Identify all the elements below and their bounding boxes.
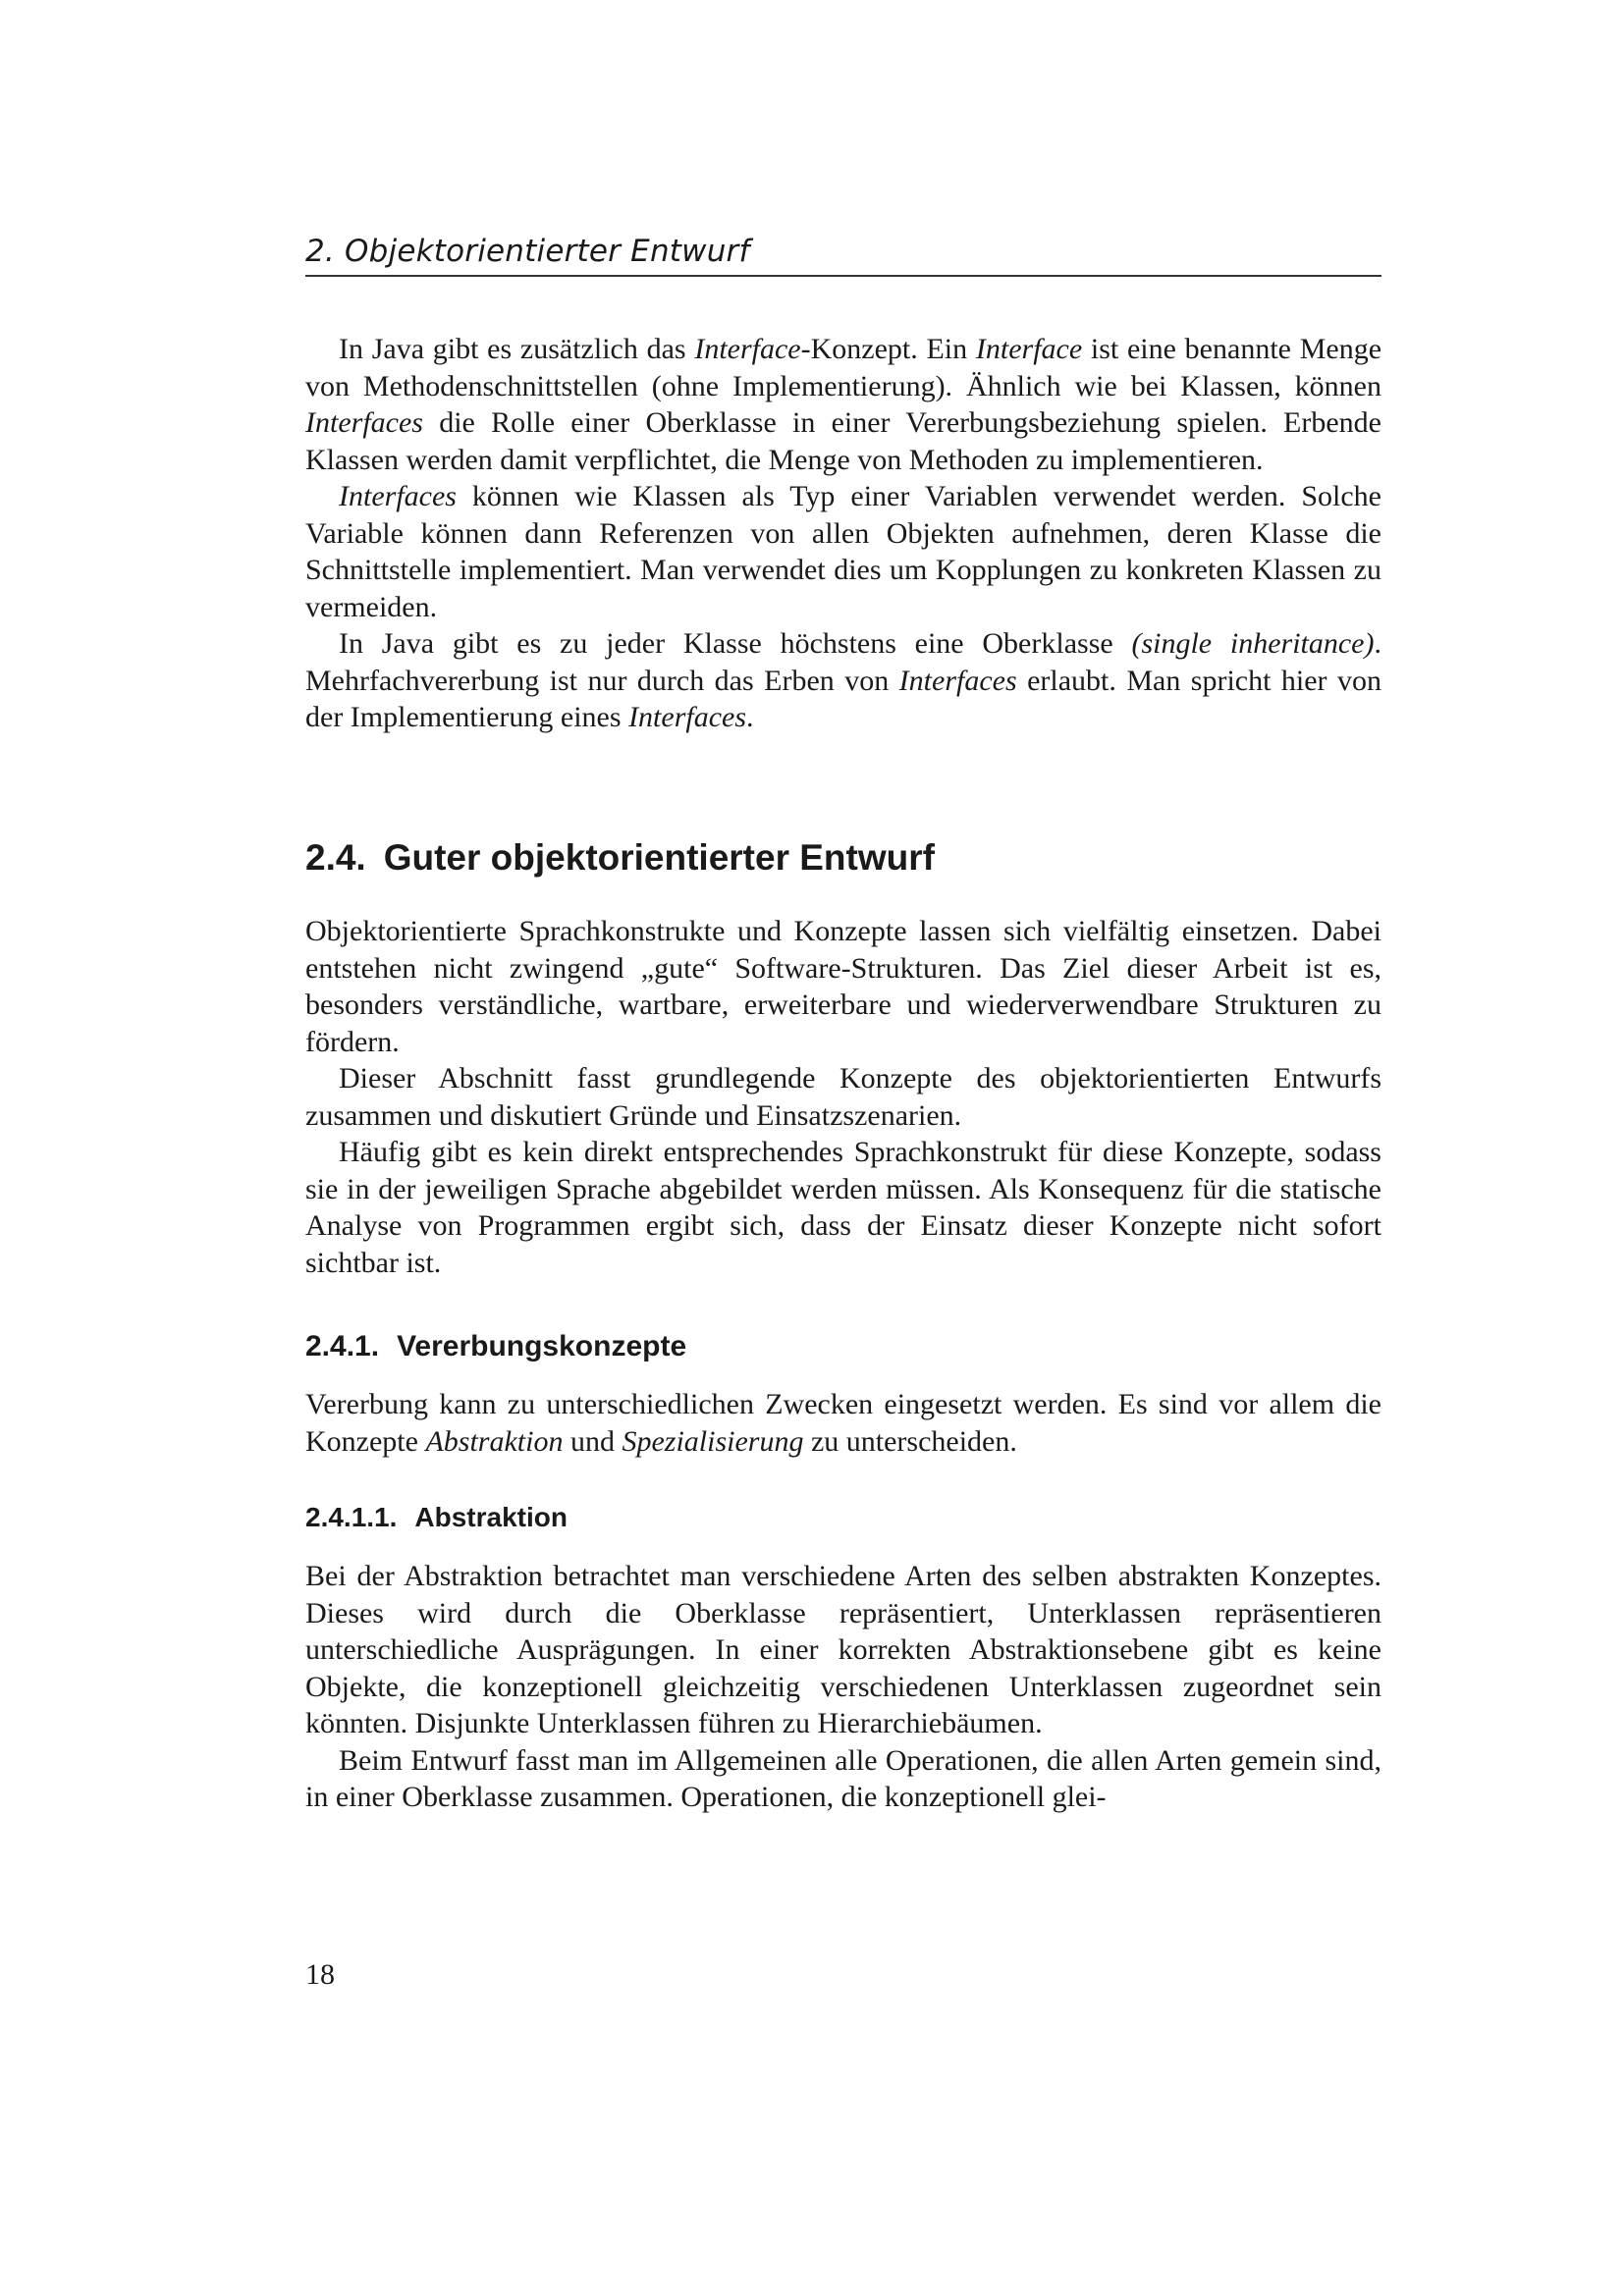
header-rule xyxy=(305,275,1381,277)
subsection-title: Vererbungskonzepte xyxy=(397,1330,687,1362)
section-2-4-1-1-text xyxy=(305,1558,1381,1816)
subsubsection-number: 2.4.1.1. xyxy=(305,1502,398,1532)
section-2-4-1-1-paragraph-1: Bei der Abstraktion betrachtet man verschiedene Arten des selben abstrakten Konzeptes. Dieses wird durch die Oberklasse repräsentiert, Unterklassen repräsentieren unterschiedliche Ausprägungen. In einer korrekten Abstraktionsebene gibt es keine Objekte, die konzeptionell gleichzeitig verschiedenen Unterklassen zugeordnet sein könnten. Disjunkte Unterklassen führen zu Hierarchiebäumen. xyxy=(305,1560,1381,1739)
intro-paragraph-1: In Java gibt es zusätzlich das Interface-Konzept. Ein Interface ist eine benannte Menge von Methodenschnittstellen (ohne Implementierung). Ähnlich wie bei Klassen, können Interfaces die Rolle einer Oberklasse in einer Vererbungsbeziehung spielen. Erbende Klassen werden damit verpflichtet, die Menge von Methoden zu implementieren. xyxy=(305,333,1382,476)
subsection-heading-2-4-1 xyxy=(305,1328,1381,1365)
section-2-4-paragraph-2: Dieser Abschnitt fasst grundlegende Konzepte des objektorientierten Entwurfs zusammen und diskutiert Gründe und Einsatzszenarien. xyxy=(305,1062,1381,1132)
section-2-4-1-paragraph-1: Vererbung kann zu unterschiedlichen Zwecken eingesetzt werden. Es sind vor allem die Konzepte Abstraktion und Spezialisierung zu unterscheiden. xyxy=(305,1388,1381,1458)
section-2-4-1-text xyxy=(305,1386,1381,1460)
section-2-4-paragraph-1: Objektorientierte Sprachkonstrukte und Konzepte lassen sich vielfältig einsetzen. Dabei entstehen nicht zwingend „gute“ Software-Strukturen. Das Ziel dieser Arbeit ist es, besonders verständliche, wartbare, erweiterbare und wiederverwendbare Strukturen zu fördern. xyxy=(305,915,1381,1058)
intro-text xyxy=(305,331,1381,736)
page-number: 18 xyxy=(305,1958,335,1991)
intro-paragraph-3: In Java gibt es zu jeder Klasse höchstens eine Oberklasse (single inheritance). Mehrfachvererbung ist nur durch das Erben von Interfaces erlaubt. Man spricht hier von der Implementierung eines Interfaces. xyxy=(305,627,1381,733)
running-header: 2. Objektorientierter Entwurf xyxy=(305,234,750,269)
section-2-4-paragraph-3: Häufig gibt es kein direkt entsprechendes Sprachkonstrukt für diese Konzepte, sodass sie in der jeweiligen Sprache abgebildet werden müssen. Als Konsequenz für die statische Analyse von Programmen ergibt sich, dass der Einsatz dieser Konzepte nicht sofort sichtbar ist. xyxy=(305,1136,1381,1279)
intro-paragraph-2: Interfaces können wie Klassen als Typ einer Variablen verwendet werden. Solche Variable können dann Referenzen von allen Objekten aufnehmen, deren Klasse die Schnittstelle implementiert. Man verwendet dies um Kopplungen zu konkreten Klassen zu vermeiden. xyxy=(305,480,1381,623)
subsection-number: 2.4.1. xyxy=(305,1330,380,1362)
section-title: Guter objektorientierter Entwurf xyxy=(383,837,935,878)
section-heading-2-4 xyxy=(305,836,1381,880)
subsubsection-heading-2-4-1-1 xyxy=(305,1500,1381,1535)
section-2-4-1-1-paragraph-2: Beim Entwurf fasst man im Allgemeinen alle Operationen, die allen Arten gemein sind, in einer Oberklasse zusammen. Operationen, die konzeptionell glei- xyxy=(305,1743,1381,1813)
subsubsection-title: Abstraktion xyxy=(414,1502,568,1532)
section-2-4-text xyxy=(305,913,1381,1281)
section-number: 2.4. xyxy=(305,837,366,878)
